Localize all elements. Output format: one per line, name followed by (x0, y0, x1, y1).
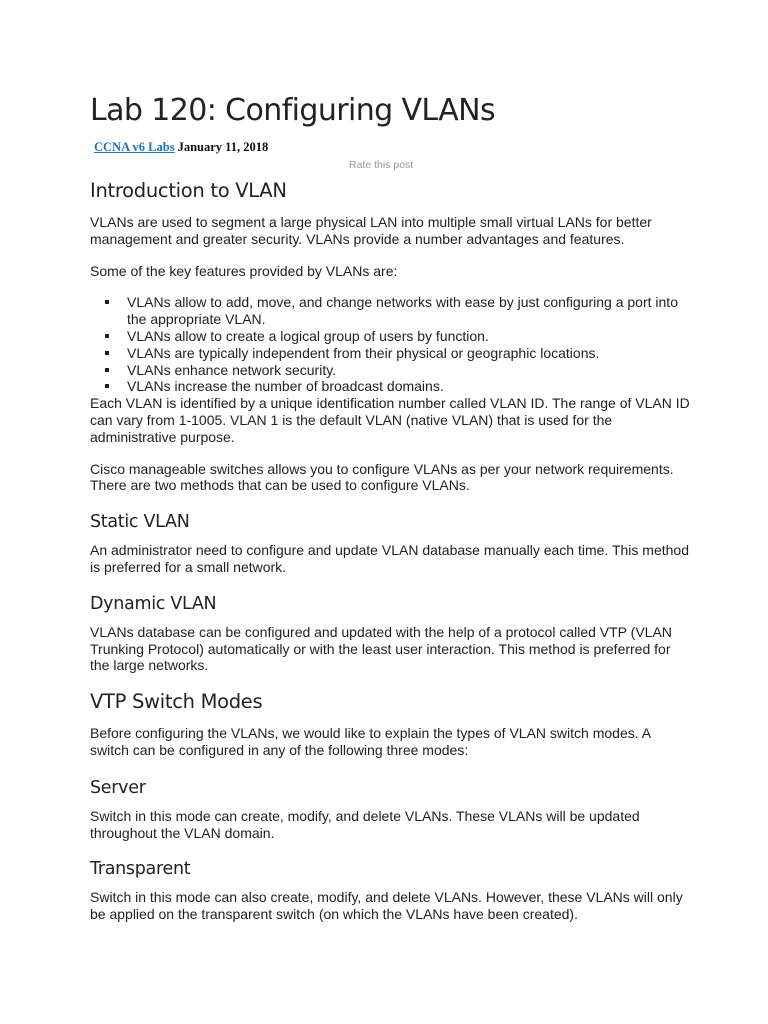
dynamic-vlan-text: VLANs database can be configured and updated with the help of a protocol called VTP (VLAN Trunking Protocol) automatically or with the least user interaction. This method is preferred for the large networks. (90, 623, 672, 674)
intro-paragraph-4: Cisco manageable switches allows you to configure VLANs as per your network requirements. There are two methods that can be used to configure VLANs. (90, 460, 674, 494)
transparent-heading: Transparent (90, 859, 191, 880)
list-item: VLANs allow to create a logical group of users by function. (90, 328, 690, 345)
static-vlan-heading: Static VLAN (90, 512, 190, 533)
vtp-modes-text: Before configuring the VLANs, we would like to explain the types of VLAN switch modes. A switch can be configured in any of the following three modes: (90, 725, 651, 758)
vtp-modes-heading: VTP Switch Modes (90, 690, 263, 714)
list-item: VLANs enhance network security. (90, 362, 690, 379)
list-item: VLANs are typically independent from their physical or geographic locations. (90, 345, 690, 362)
article-content (90, 92, 690, 923)
article-meta (90, 139, 690, 155)
intro-heading: Introduction to VLAN (90, 179, 287, 202)
publish-date: January 11, 2018 (177, 140, 269, 154)
intro-paragraph-2: Some of the key features provided by VLANs are: (90, 262, 398, 279)
list-item: VLANs allow to add, move, and change networks with ease by just configuring a port into the appropriate VLAN. (90, 294, 690, 328)
list-item: VLANs increase the number of broadcast domains. (90, 378, 690, 395)
article-title: Lab 120: Configuring VLANs (90, 93, 496, 128)
intro-paragraph-1: VLANs are used to segment a large physical LAN into multiple small virtual LANs for better management and greater security. VLANs provide a number advantages and features. (90, 214, 652, 247)
transparent-text: Switch in this mode can also create, modify, and delete VLANs. However, these VLANs will only be applied on the transparent switch (on which the VLANs have been created). (90, 889, 683, 923)
dynamic-vlan-heading: Dynamic VLAN (90, 593, 217, 614)
rate-this-post[interactable]: Rate this post (349, 159, 414, 171)
static-vlan-text: An administrator need to configure and update VLAN database manually each time. This method is preferred for a small network. (90, 542, 689, 575)
intro-paragraph-3: Each VLAN is identified by a unique identification number called VLAN ID. The range of VLAN ID can vary from 1-1005. VLAN 1 is the default VLAN (native VLAN) that is used for the administrative purpose. (90, 395, 690, 445)
feature-list (90, 294, 690, 395)
server-heading: Server (90, 777, 146, 798)
category-link[interactable]: CCNA v6 Labs (94, 140, 175, 154)
server-text: Switch in this mode can create, modify, and delete VLANs. These VLANs will be updated throughout the VLAN domain. (90, 807, 640, 841)
